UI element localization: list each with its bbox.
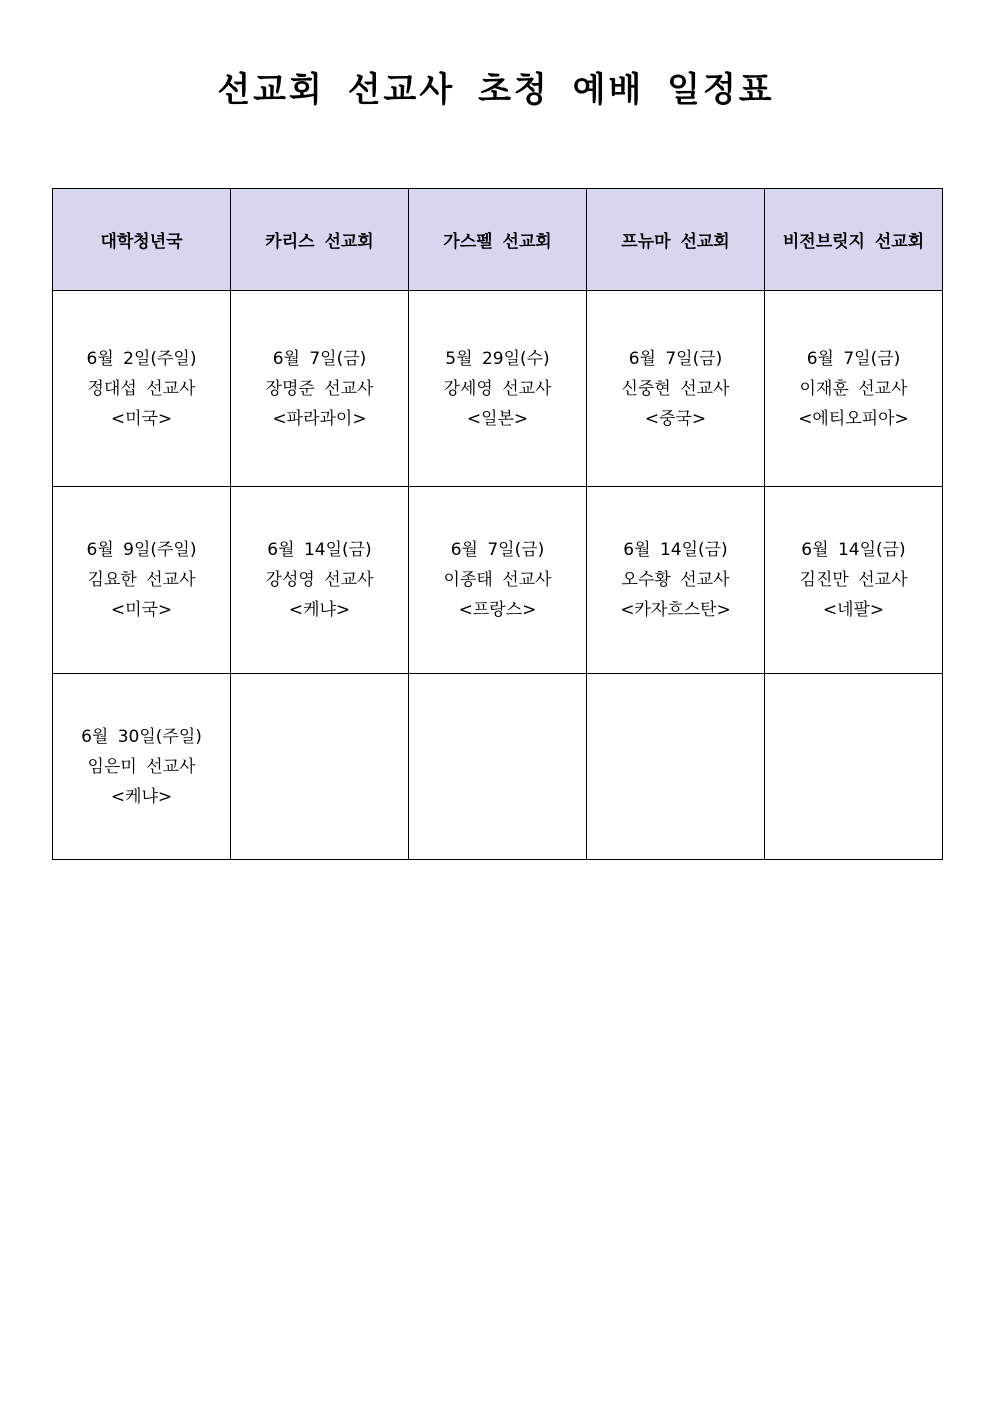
entry-date: 6월 7일(금) xyxy=(806,348,901,369)
schedule-cell xyxy=(409,291,587,487)
entry-name: 강세영 선교사 xyxy=(443,378,552,399)
schedule-cell xyxy=(409,487,587,674)
header-cell: 프뉴마 선교회 xyxy=(587,189,765,291)
entry-name: 신중현 선교사 xyxy=(621,378,730,399)
header-cell: 가스펠 선교회 xyxy=(409,189,587,291)
header-row xyxy=(53,189,943,291)
entry-country: <미국> xyxy=(110,408,173,429)
entry-country: <파라과이> xyxy=(272,408,367,429)
header-cell: 카리스 선교회 xyxy=(231,189,409,291)
schedule-entry xyxy=(587,344,764,434)
entry-country: <에티오피아> xyxy=(798,408,909,429)
schedule-entry xyxy=(765,535,942,625)
schedule-entry xyxy=(765,344,942,434)
entry-country: <네팔> xyxy=(822,600,885,620)
schedule-entry xyxy=(53,722,230,812)
empty-cell xyxy=(231,674,409,860)
schedule-cell xyxy=(765,291,943,487)
schedule-entry xyxy=(409,344,586,434)
entry-country: <중국> xyxy=(644,408,707,429)
entry-name: 이재훈 선교사 xyxy=(799,378,908,399)
entry-country: <미국> xyxy=(110,600,173,620)
entry-date: 6월 9일(주일) xyxy=(86,540,197,560)
entry-date: 6월 7일(금) xyxy=(450,540,545,560)
entry-date: 5월 29일(수) xyxy=(445,348,550,369)
entry-country: <카자흐스탄> xyxy=(620,600,731,620)
schedule-entry xyxy=(587,535,764,625)
schedule-table xyxy=(52,188,943,860)
entry-date: 6월 30일(주일) xyxy=(81,726,202,747)
entry-date: 6월 7일(금) xyxy=(628,348,723,369)
entry-name: 이종태 선교사 xyxy=(443,570,552,590)
schedule-entry xyxy=(409,535,586,625)
entry-name: 강성영 선교사 xyxy=(265,570,374,590)
table-row xyxy=(53,291,943,487)
entry-name: 김요한 선교사 xyxy=(87,570,196,590)
entry-date: 6월 14일(금) xyxy=(801,540,906,560)
entry-name: 장명준 선교사 xyxy=(265,378,374,399)
header-cell: 비전브릿지 선교회 xyxy=(765,189,943,291)
entry-name: 김진만 선교사 xyxy=(799,570,908,590)
table-row xyxy=(53,487,943,674)
entry-country: <프랑스> xyxy=(458,600,537,620)
entry-country: <일본> xyxy=(466,408,529,429)
schedule-cell xyxy=(587,291,765,487)
schedule-cell xyxy=(53,674,231,860)
entry-date: 6월 14일(금) xyxy=(267,540,372,560)
schedule-cell xyxy=(53,291,231,487)
entry-country: <케냐> xyxy=(110,786,173,807)
empty-cell xyxy=(409,674,587,860)
schedule-cell xyxy=(53,487,231,674)
entry-name: 오수황 선교사 xyxy=(621,570,730,590)
schedule-entry xyxy=(231,344,408,434)
schedule-cell xyxy=(587,487,765,674)
entry-date: 6월 14일(금) xyxy=(623,540,728,560)
entry-name: 임은미 선교사 xyxy=(87,756,196,777)
empty-cell xyxy=(765,674,943,860)
schedule-cell xyxy=(231,487,409,674)
entry-date: 6월 7일(금) xyxy=(272,348,367,369)
schedule-entry xyxy=(53,535,230,625)
schedule-cell xyxy=(231,291,409,487)
empty-cell xyxy=(587,674,765,860)
entry-country: <케냐> xyxy=(288,600,351,620)
entry-date: 6월 2일(주일) xyxy=(86,348,197,369)
table-row xyxy=(53,674,943,860)
page-title: 선교회 선교사 초청 예배 일정표 xyxy=(217,70,775,110)
entry-name: 정대섭 선교사 xyxy=(87,378,196,399)
header-cell: 대학청년국 xyxy=(53,189,231,291)
schedule-entry xyxy=(231,535,408,625)
schedule-entry xyxy=(53,344,230,434)
schedule-cell xyxy=(765,487,943,674)
